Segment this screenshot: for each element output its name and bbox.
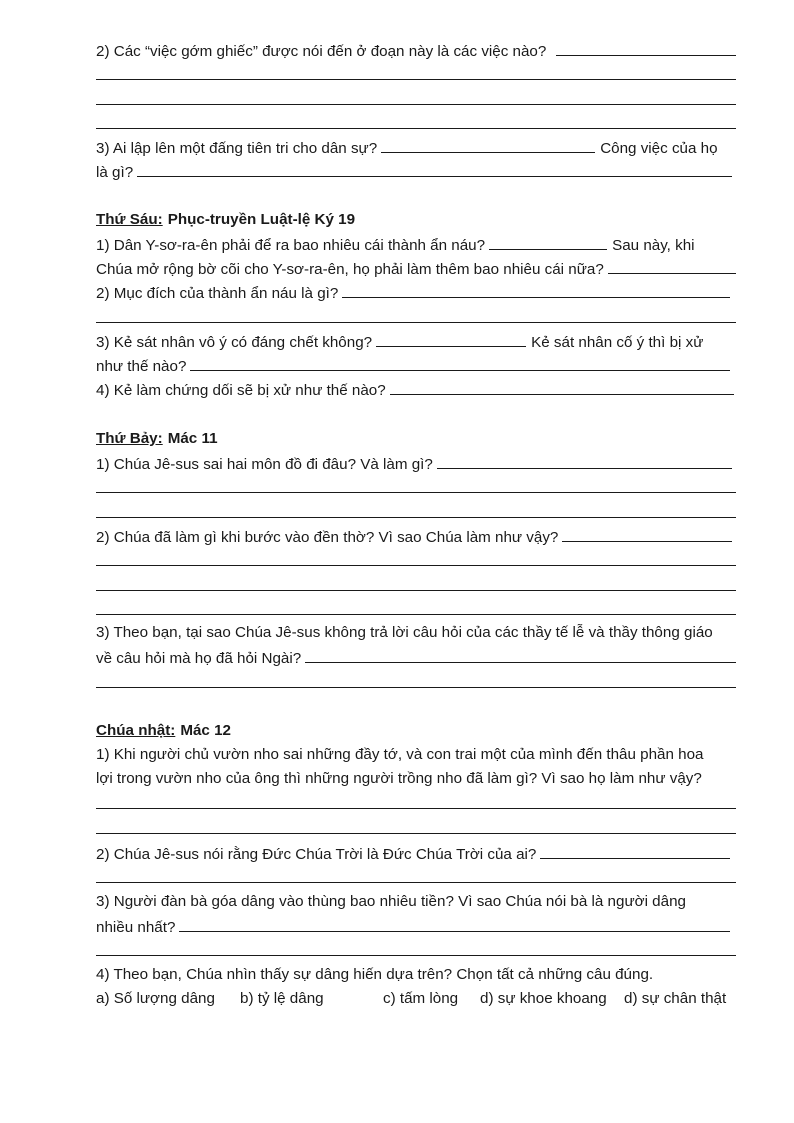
- answer-blank[interactable]: [540, 841, 730, 859]
- question-row: [96, 914, 736, 938]
- scripture-reference: Mác 11: [167, 430, 218, 447]
- question-row: [96, 743, 736, 767]
- answer-blank[interactable]: [390, 377, 734, 395]
- answer-blank[interactable]: [489, 232, 607, 250]
- answer-blank[interactable]: [608, 256, 736, 274]
- answer-options: [96, 987, 736, 1011]
- question-text: 3) Ai lập lên một đấng tiên tri cho dân sự?: [96, 140, 378, 157]
- question-row: [96, 232, 736, 256]
- question-text: Sau này, khi: [612, 237, 695, 254]
- answer-blank[interactable]: [342, 280, 730, 298]
- question-text: 4) Kẻ làm chứng dối sẽ bị xử như thế nào?: [96, 382, 386, 399]
- question-text: về câu hỏi mà họ đã hỏi Ngài?: [96, 650, 302, 667]
- answer-line[interactable]: [96, 492, 736, 493]
- day-label: Chúa nhật:: [96, 722, 176, 739]
- option-d[interactable]: d) sự khoe khoang: [480, 990, 607, 1007]
- question-text: 2) Chúa đã làm gì khi bước vào đền thờ? Vì sao Chúa làm như vậy?: [96, 529, 559, 546]
- question-row: [96, 353, 736, 377]
- question-row: [96, 963, 736, 987]
- question-text: Công việc của họ: [600, 140, 718, 157]
- option-b[interactable]: b) tỷ lệ dâng: [240, 990, 324, 1007]
- answer-line[interactable]: [96, 614, 736, 615]
- question-text: 1) Chúa Jê-sus sai hai môn đồ đi đâu? Và làm gì?: [96, 456, 433, 473]
- answer-blank[interactable]: [137, 159, 732, 177]
- answer-line[interactable]: [96, 79, 736, 80]
- section-heading-saturday: [96, 427, 736, 451]
- question-row: [96, 767, 736, 791]
- question-row: [96, 135, 736, 159]
- answer-blank[interactable]: [190, 353, 730, 371]
- question-text: 3) Kẻ sát nhân vô ý có đáng chết không?: [96, 334, 373, 351]
- answer-line[interactable]: [96, 833, 736, 834]
- question-row: [96, 256, 736, 280]
- question-row: [96, 621, 736, 645]
- scripture-reference: Mác 12: [180, 722, 231, 739]
- question-text: 2) Các “việc gớm ghiếc” được nói đến ở đoạn này là các việc nào?: [96, 43, 547, 60]
- day-label: Thứ Bảy:: [96, 430, 163, 447]
- scripture-reference: Phục-truyền Luật-lệ Ký 19: [167, 211, 356, 228]
- question-row: [96, 524, 736, 548]
- question-text: nhiều nhất?: [96, 919, 176, 936]
- question-text: 2) Mục đích của thành ẩn náu là gì?: [96, 285, 339, 302]
- question-text: 2) Chúa Jê-sus nói rằng Đức Chúa Trời là Đức Chúa Trời của ai?: [96, 846, 537, 863]
- question-text: là gì?: [96, 164, 134, 181]
- answer-blank[interactable]: [556, 38, 736, 56]
- answer-line[interactable]: [96, 128, 736, 129]
- question-row: [96, 890, 736, 914]
- question-text: 4) Theo bạn, Chúa nhìn thấy sự dâng hiến dựa trên? Chọn tất cả những câu đúng.: [96, 966, 654, 983]
- question-text: 3) Người đàn bà góa dâng vào thùng bao nhiêu tiền? Vì sao Chúa nói bà là người dâng: [96, 893, 686, 910]
- answer-line[interactable]: [96, 565, 736, 566]
- question-text: 1) Dân Y-sơ-ra-ên phải để ra bao nhiêu cái thành ẩn náu?: [96, 237, 486, 254]
- answer-blank[interactable]: [179, 914, 730, 932]
- answer-blank[interactable]: [381, 135, 595, 153]
- question-text: lợi trong vườn nho của ông thì những người trồng nho đã làm gì? Vì sao họ làm như vậy?: [96, 770, 702, 787]
- question-row: [96, 329, 736, 353]
- option-c[interactable]: c) tấm lòng: [383, 990, 459, 1007]
- question-row: [96, 280, 736, 304]
- day-label: Thứ Sáu:: [96, 211, 163, 228]
- answer-line[interactable]: [96, 687, 736, 688]
- answer-line[interactable]: [96, 808, 736, 809]
- option-a[interactable]: a) Số lượng dâng: [96, 990, 215, 1007]
- answer-line[interactable]: [96, 322, 736, 323]
- answer-line[interactable]: [96, 882, 736, 883]
- question-row: [96, 841, 736, 865]
- answer-line[interactable]: [96, 590, 736, 591]
- question-text: như thế nào?: [96, 358, 187, 375]
- section-heading-sunday: [96, 719, 736, 743]
- question-text: 1) Khi người chủ vườn nho sai những đầy tớ, và con trai một của mình đến thâu phần hoa: [96, 746, 704, 763]
- question-text: Chúa mở rộng bờ cõi cho Y-sơ-ra-ên, họ phải làm thêm bao nhiêu cái nữa?: [96, 261, 604, 278]
- question-text: 3) Theo bạn, tại sao Chúa Jê-sus không trả lời câu hỏi của các thầy tế lễ và thầy thông giáo: [96, 624, 713, 641]
- question-row: [96, 451, 736, 475]
- question-row: [96, 377, 736, 401]
- section-heading-friday: [96, 208, 736, 232]
- question-text: Kẻ sát nhân cố ý thì bị xử: [531, 334, 704, 351]
- answer-blank[interactable]: [437, 451, 732, 469]
- option-e[interactable]: d) sự chân thật: [624, 990, 727, 1007]
- answer-blank[interactable]: [305, 645, 736, 663]
- question-row: [96, 645, 736, 669]
- question-row: [96, 38, 736, 62]
- answer-blank[interactable]: [376, 329, 526, 347]
- answer-line[interactable]: [96, 517, 736, 518]
- question-row: [96, 159, 736, 183]
- answer-line[interactable]: [96, 955, 736, 956]
- answer-line[interactable]: [96, 104, 736, 105]
- answer-blank[interactable]: [562, 524, 732, 542]
